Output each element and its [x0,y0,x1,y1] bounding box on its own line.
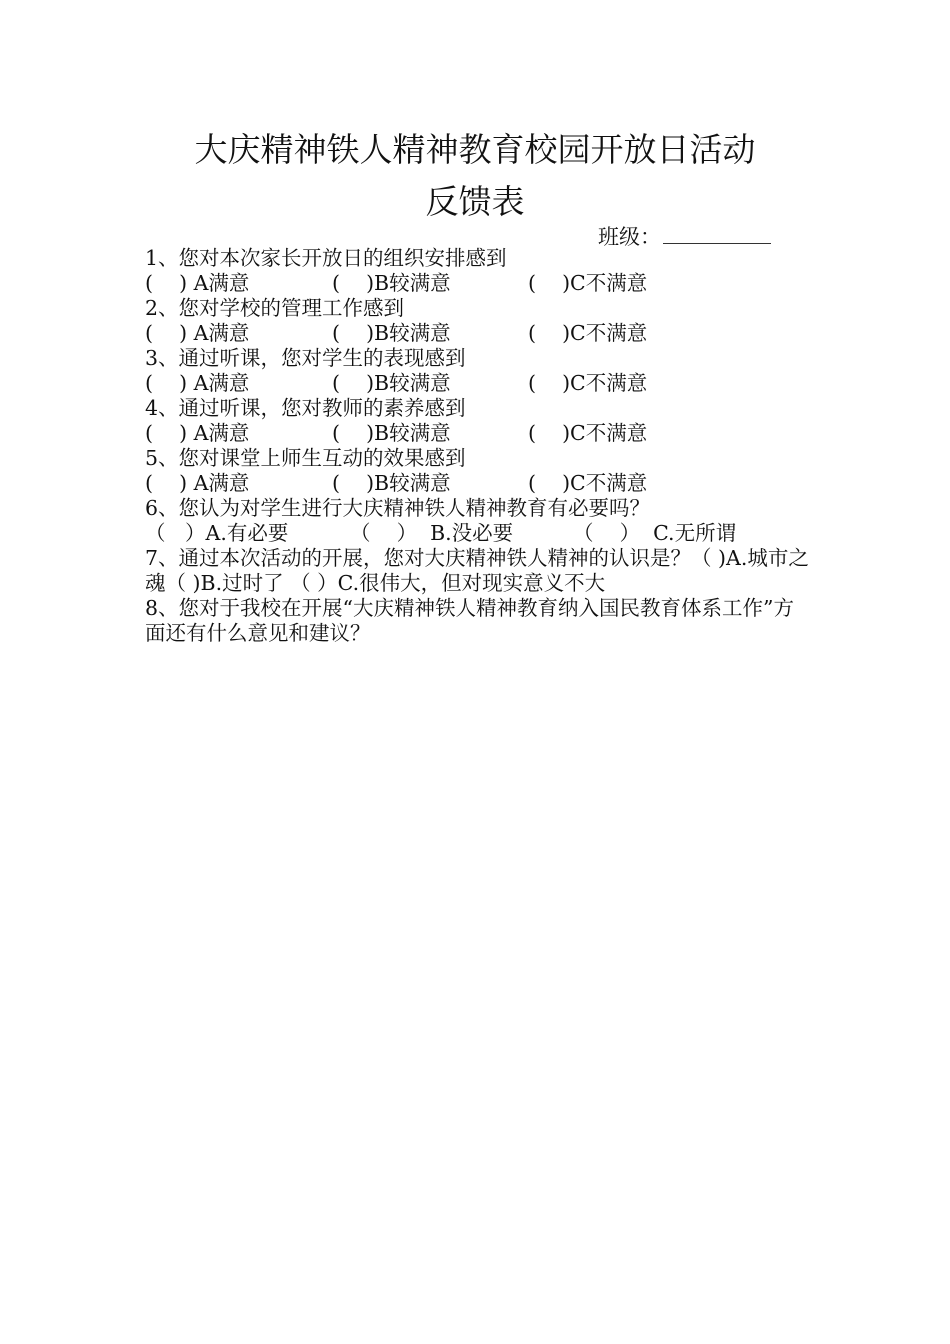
option-b-fairly-satisfied[interactable]: ( )B较满意 [332,421,451,445]
question-6-options [145,521,810,546]
option-b-fairly-satisfied[interactable]: ( )B较满意 [332,471,451,495]
option-a-satisfied[interactable]: ( ) A满意 [145,421,250,445]
option-c-indifferent[interactable]: （ ） C.无所谓 [573,521,737,545]
question-8: 8、您对于我校在开展“大庆精神铁人精神教育纳入国民教育体系工作”方面还有什么意见和建议？ [145,596,795,645]
question-7: 7、通过本次活动的开展，您对大庆精神铁人精神的认识是？（ )A.城市之魂（ )B.过时了 （ ）C.很伟大，但对现实意义不大 [145,546,809,595]
question-6: 6、您认为对学生进行大庆精神铁人精神教育有必要吗？ [145,496,651,520]
questions-section [145,246,810,646]
option-c-unsatisfied[interactable]: ( )C不满意 [528,471,648,495]
option-a-satisfied[interactable]: ( ) A满意 [145,471,250,495]
option-b-fairly-satisfied[interactable]: ( )B较满意 [332,321,451,345]
question-5: 5、您对课堂上师生互动的效果感到 [145,446,466,470]
form-title-line-2: 反馈表 [425,182,525,221]
option-a-necessary[interactable]: （ ）A.有必要 [145,521,289,545]
question-3-options [145,371,810,396]
option-b-fairly-satisfied[interactable]: ( )B较满意 [332,371,451,395]
question-2: 2、您对学校的管理工作感到 [145,296,405,320]
question-1-options [145,271,810,296]
option-a-satisfied[interactable]: ( ) A满意 [145,271,250,295]
option-a-satisfied[interactable]: ( ) A满意 [145,321,250,345]
option-b-unnecessary[interactable]: （ ） B.没必要 [350,521,514,545]
option-c-unsatisfied[interactable]: ( )C不满意 [528,321,648,345]
question-4: 4、通过听课，您对教师的素养感到 [145,396,466,420]
question-5-options [145,471,810,496]
option-c-unsatisfied[interactable]: ( )C不满意 [528,271,648,295]
question-2-options [145,321,810,346]
option-b-fairly-satisfied[interactable]: ( )B较满意 [332,271,451,295]
option-a-satisfied[interactable]: ( ) A满意 [145,371,250,395]
option-c-unsatisfied[interactable]: ( )C不满意 [528,421,648,445]
form-title-line-1: 大庆精神铁人精神教育校园开放日活动 [194,130,756,169]
class-blank-line[interactable] [663,225,771,244]
question-3: 3、通过听课，您对学生的表现感到 [145,346,466,370]
question-1: 1、您对本次家长开放日的组织安排感到 [145,246,507,270]
class-label: 班级： [598,225,661,249]
question-4-options [145,421,810,446]
option-c-unsatisfied[interactable]: ( )C不满意 [528,371,648,395]
